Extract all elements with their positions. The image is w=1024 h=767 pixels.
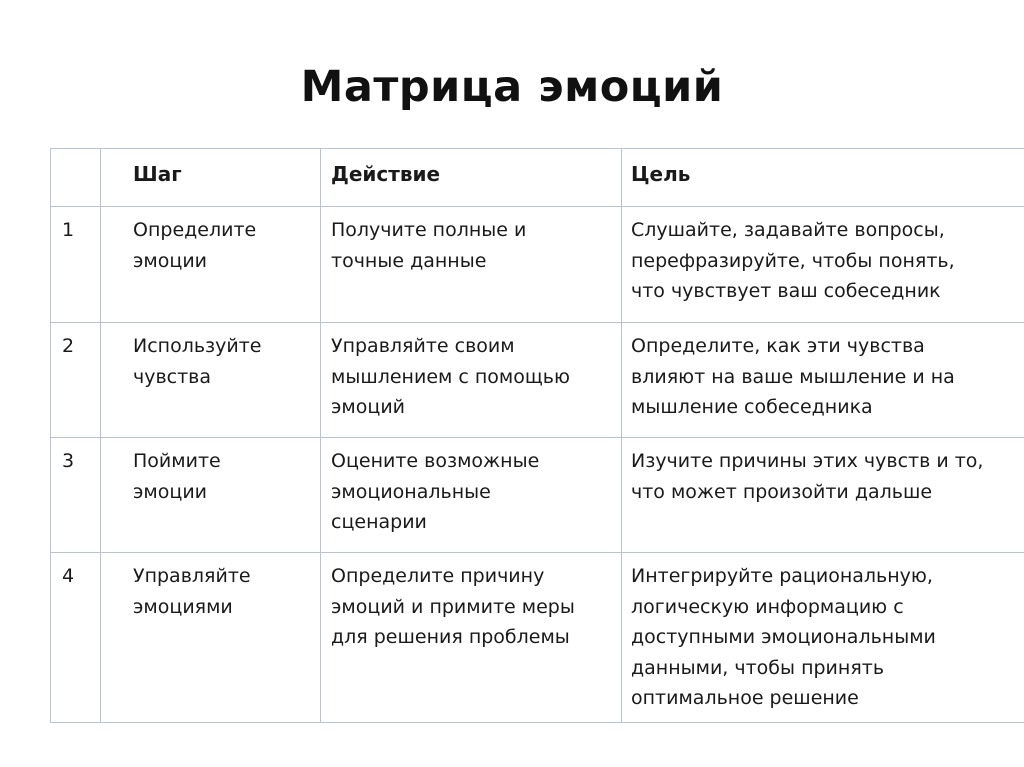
- step-cell: [101, 438, 321, 553]
- goal-cell: [622, 553, 1024, 723]
- goal-text: Определите, как эти чувства влияют на ваше мышление и на мышление собеседника: [631, 335, 955, 418]
- row-number-text: 1: [62, 219, 75, 241]
- goal-cell: [622, 207, 1024, 323]
- step-text: Используйте чувства: [133, 335, 262, 388]
- table-row: [51, 323, 1024, 438]
- goal-text: Слушайте, задавайте вопросы, перефразируйте, чтобы понять, что чувствует ваш собеседник: [631, 219, 955, 302]
- action-text: Оцените возможные эмоциональные сценарии: [331, 450, 540, 533]
- step-text: Определите эмоции: [133, 219, 257, 272]
- row-number: [51, 323, 101, 438]
- action-text: Получите полные и точные данные: [331, 219, 527, 272]
- row-number: [51, 553, 101, 723]
- step-text: Управляйте эмоциями: [133, 565, 251, 618]
- row-number: [51, 438, 101, 553]
- step-cell: [101, 323, 321, 438]
- header-step: Шаг: [101, 149, 321, 207]
- step-cell: [101, 553, 321, 723]
- header-goal: Цель: [622, 149, 1024, 207]
- table-header-row: [51, 149, 1024, 207]
- slide-title: Матрица эмоций: [300, 62, 724, 112]
- table-row: [51, 207, 1024, 323]
- action-text: Определите причину эмоций и примите меры для решения проблемы: [331, 565, 575, 648]
- row-number-text: 2: [62, 335, 75, 357]
- goal-text: Изучите причины этих чувств и то, что может произойти дальше: [631, 450, 984, 503]
- step-cell: [101, 207, 321, 323]
- row-number-text: 3: [62, 450, 75, 472]
- header-action: Действие: [321, 149, 622, 207]
- goal-cell: [622, 323, 1024, 438]
- action-cell: [321, 438, 622, 553]
- table-row: [51, 438, 1024, 553]
- goal-text: Интегрируйте рациональную, логическую информацию с доступными эмоциональными данными, чтобы принять оптимальное решение: [631, 565, 936, 709]
- goal-cell: [622, 438, 1024, 553]
- action-text: Управляйте своим мышлением с помощью эмоций: [331, 335, 570, 418]
- step-text: Поймите эмоции: [133, 450, 221, 503]
- row-number-text: 4: [62, 565, 75, 587]
- row-number: [51, 207, 101, 323]
- header-num: [51, 149, 101, 207]
- action-cell: [321, 553, 622, 723]
- table-row: [51, 553, 1024, 723]
- action-cell: [321, 207, 622, 323]
- action-cell: [321, 323, 622, 438]
- emotion-matrix-table: [50, 148, 1024, 723]
